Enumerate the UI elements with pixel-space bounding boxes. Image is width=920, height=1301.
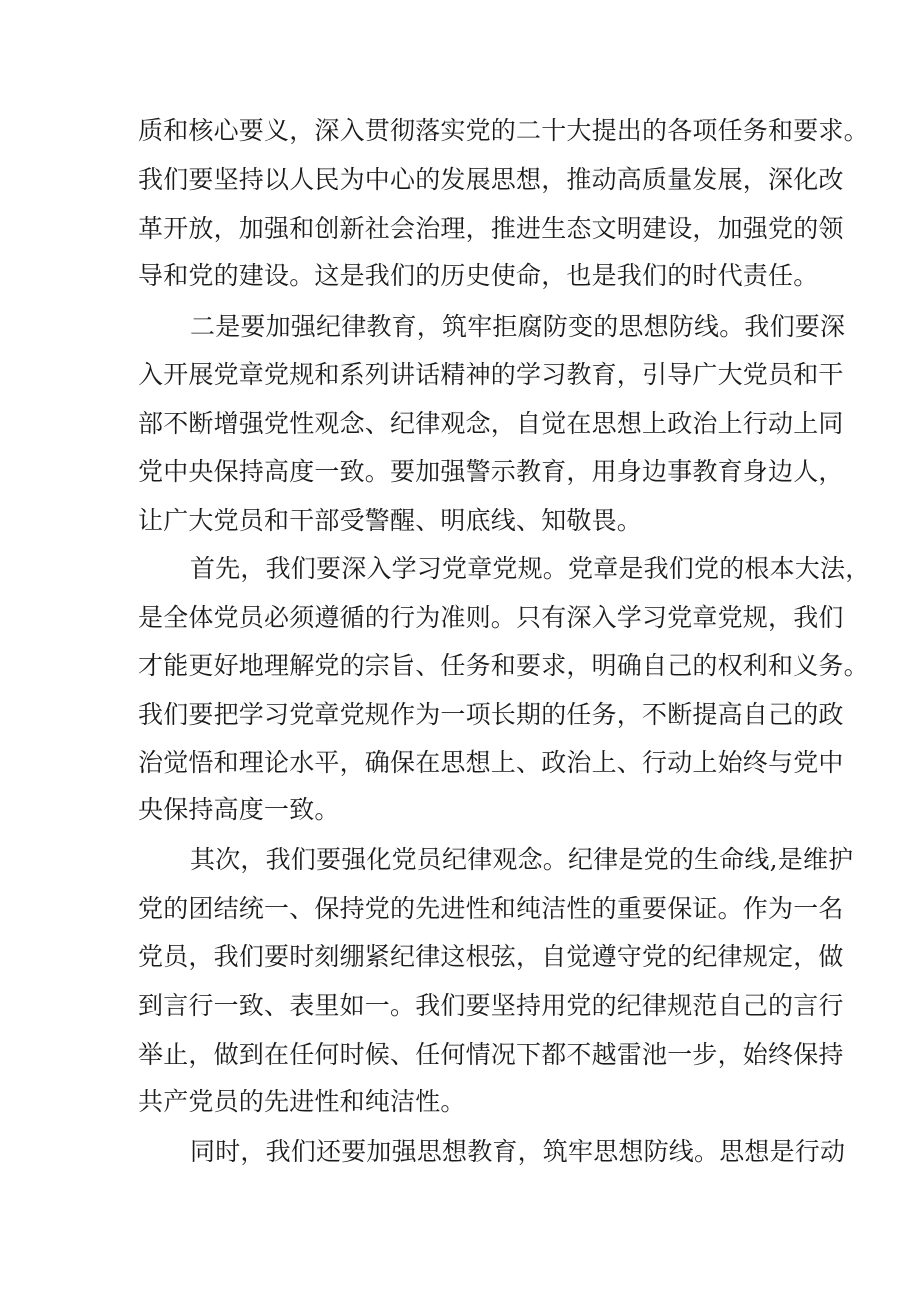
text-line: 让广大党员和干部受警醒、明底线、知敬畏。 <box>138 506 643 535</box>
text-line: 举止，做到在任何时候、任何情况下都不越雷池一步，始终保持 <box>138 1040 844 1069</box>
text-line: 质和核心要义，深入贯彻落实党的二十大提出的各项任务和要求。 <box>138 116 869 145</box>
text-line: 我们要把学习党章党规作为一项长期的任务，不断提高自己的政 <box>138 700 844 729</box>
text-line: 部不断增强党性观念、纪律观念，自觉在思想上政治上行动上同 <box>138 409 844 438</box>
text-line: 共产党员的先进性和纯洁性。 <box>138 1087 466 1116</box>
text-line: 党的团结统一、保持党的先进性和纯洁性的重要保证。作为一名 <box>138 894 844 923</box>
text-line: 才能更好地理解党的宗旨、任务和要求，明确自己的权利和义务。 <box>138 651 869 680</box>
text-line: 革开放，加强和创新社会治理，推进生态文明建设，加强党的领 <box>138 214 844 243</box>
text-line: 导和党的建设。这是我们的历史使命，也是我们的时代责任。 <box>138 261 819 290</box>
text-line: 其次，我们要强化党员纪律观念。纪律是党的生命线,是维护 <box>190 845 854 874</box>
text-line: 党员，我们要时刻绷紧纪律这根弦，自觉遵守党的纪律规定，做 <box>138 942 844 971</box>
text-line: 同时，我们还要加强思想教育，筑牢思想防线。思想是行动 <box>190 1137 846 1166</box>
text-line: 党中央保持高度一致。要加强警示教育，用身边事教育身边人， <box>138 457 844 486</box>
text-line: 是全体党员必须遵循的行为准则。只有深入学习党章党规，我们 <box>138 603 844 632</box>
text-line: 首先，我们要深入学习党章党规。党章是我们党的根本大法， <box>190 554 871 583</box>
text-line: 二是要加强纪律教育，筑牢拒腐防变的思想防线。我们要深 <box>190 312 846 341</box>
text-line: 我们要坚持以人民为中心的发展思想，推动高质量发展，深化改 <box>138 165 844 194</box>
text-line: 入开展党章党规和系列讲话精神的学习教育，引导广大党员和干 <box>138 360 844 389</box>
text-line: 央保持高度一致。 <box>138 795 340 824</box>
text-line: 到言行一致、表里如一。我们要坚持用党的纪律规范自己的言行 <box>138 991 844 1020</box>
text-line: 治觉悟和理论水平，确保在思想上、政治上、行动上始终与党中 <box>138 748 844 777</box>
